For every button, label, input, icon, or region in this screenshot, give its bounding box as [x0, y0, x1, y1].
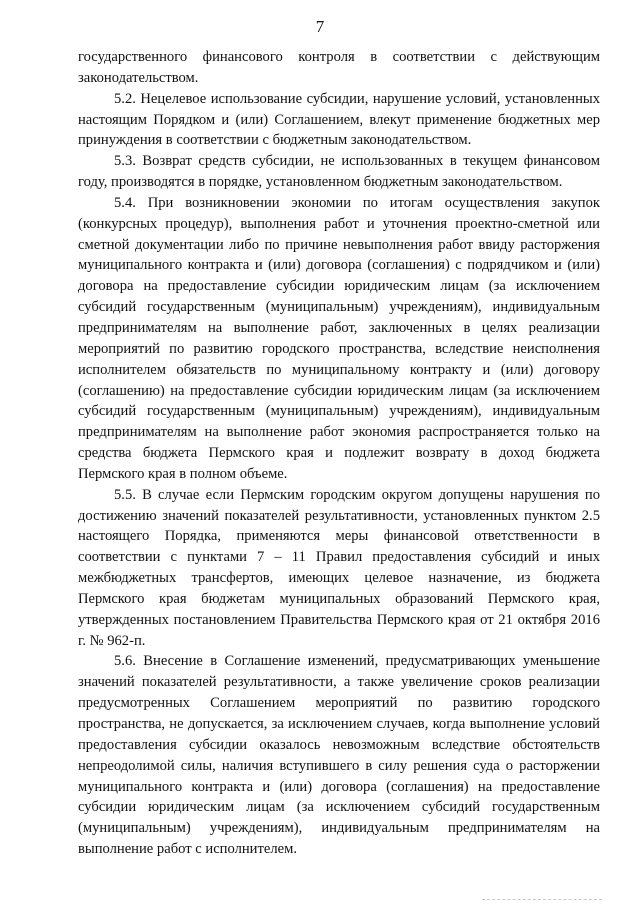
paragraph-5-5: 5.5. В случае если Пермским городским округом допущены нарушения по достижению значений показателей результативности, установленных пунктом 2.5 настоящего Порядка, применяются меры финансовой ответственности в соответствии с пунктами 7 – 11 Правил предоставления субсидий и иных межбюджетных трансфертов, имеющих целевое назначение, из бюджета Пермского края бюджетам муниципальных образований Пермского края, утвержденных постановлением Правительства Пермского края от 21 октября 2016 г. № 962-п.	[78, 486, 600, 649]
document-body	[78, 47, 600, 860]
paragraph-5-6: 5.6. Внесение в Соглашение изменений, предусматривающих уменьшение значений показателей результативности, а также увеличение сроков реализации предусмотренных Соглашением мероприятий по развитию городского пространства, не допускается, за исключением случаев, когда выполнение условий предоставления субсидии оказалось невозможным вследствие обстоятельств непреодолимой силы, наличия вступившего в силу решения суда о расторжении муниципального контракта и (или) договора (соглашения) на предоставление субсидии юридическим лицам (за исключением субсидий государственным (муниципальным) учреждениям), индивидуальным предпринимателям на выполнение работ с исполнителем.	[78, 653, 600, 858]
scan-artifact-line	[482, 899, 602, 902]
paragraph-5-4: 5.4. При возникновении экономии по итогам осуществления закупок (конкурсных процедур), выполнения работ и уточнения проектно-сметной или сметной документации либо по причине невыполнения работ ввиду расторжения муниципального контракта и (или) договора (соглашения) с подрядчиком и (или) договора на предоставление субсидии юридическим лицам (за исключением субсидий государственным (муниципальным) учреждениям), индивидуальным предпринимателям на выполнение работ, заключенных в целях реализации мероприятий по развитию городского пространства, вследствие неисполнения исполнителем обязательств по муниципальному контракту и (или) договору (соглашению) на предоставление субсидии юридическим лицам (за исключением субсидий государственным (муниципальным) учреждениям), индивидуальным предпринимателям на выполнение работ экономия распространяется только на средства бюджета Пермского края и подлежит возврату в доход бюджета Пермского края в полном объеме.	[78, 194, 600, 482]
page-number: 7	[315, 17, 325, 36]
paragraph-5-2: 5.2. Нецелевое использование субсидии, нарушение условий, установленных настоящим Порядком и (или) Соглашением, влекут применение бюджетных мер принуждения в соответствии с бюджетным законодательством.	[78, 90, 600, 149]
paragraph-5-3: 5.3. Возврат средств субсидии, не использованных в текущем финансовом году, производятся в порядке, установленном бюджетным законодательством.	[78, 153, 600, 191]
paragraph-continuation: государственного финансового контроля в соответствии с действующим законодательством.	[78, 49, 600, 86]
